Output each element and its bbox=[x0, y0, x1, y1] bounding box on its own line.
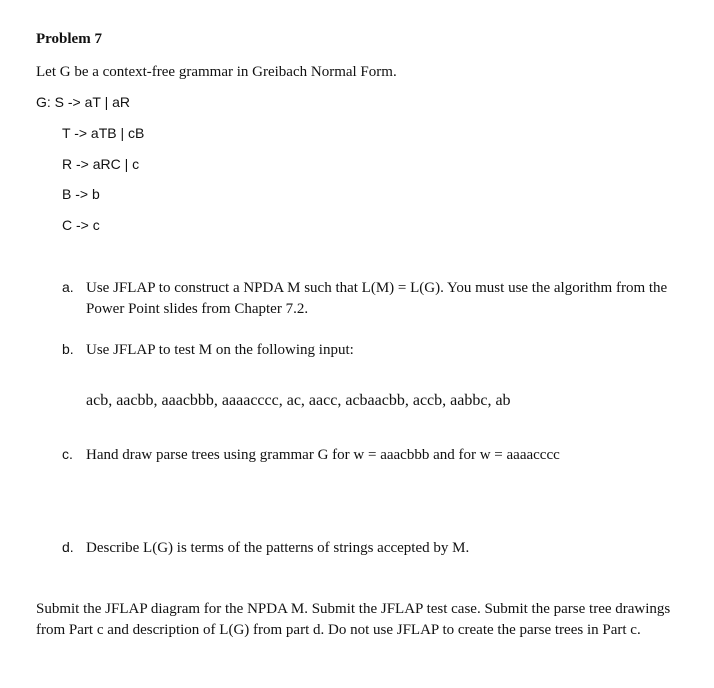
grammar-rule-r: R -> aRC | c bbox=[62, 156, 140, 172]
grammar-rule-b: B -> b bbox=[62, 186, 100, 202]
question-b-text: Use JFLAP to test M on the following input: bbox=[86, 342, 354, 358]
question-c-text: Hand draw parse trees using grammar G for w = aaacbbb and for w = aaaacccc bbox=[86, 447, 560, 463]
grammar-rule-c: C -> c bbox=[62, 217, 100, 233]
question-c-label: c. bbox=[62, 446, 73, 462]
test-input-strings: acb, aacbb, aaacbbb, aaaacccc, ac, aacc, acbaacbb, accb, aabbc, ab bbox=[86, 392, 511, 409]
question-a-label: a. bbox=[62, 279, 74, 295]
intro-text: Let G be a context-free grammar in Greibach Normal Form. bbox=[36, 64, 397, 80]
question-a-text: Use JFLAP to construct a NPDA M such that L(M) = L(G). You must use the algorithm from the Power Point slides from Chapter 7.2. bbox=[86, 280, 668, 317]
grammar-start-rule: G: S -> aT | aR bbox=[36, 94, 131, 110]
grammar-rule-t: T -> aTB | cB bbox=[62, 125, 145, 141]
problem-title: Problem 7 bbox=[36, 31, 102, 47]
question-b-label: b. bbox=[62, 341, 74, 357]
submission-instructions: Submit the JFLAP diagram for the NPDA M. Submit the JFLAP test case. Submit the parse tree drawings from Part c and description of L(G) from part d. Do not use JFLAP to create the parse trees in Part c. bbox=[36, 601, 671, 638]
question-d-text: Describe L(G) is terms of the patterns of strings accepted by M. bbox=[86, 540, 470, 556]
question-d-label: d. bbox=[62, 539, 74, 555]
